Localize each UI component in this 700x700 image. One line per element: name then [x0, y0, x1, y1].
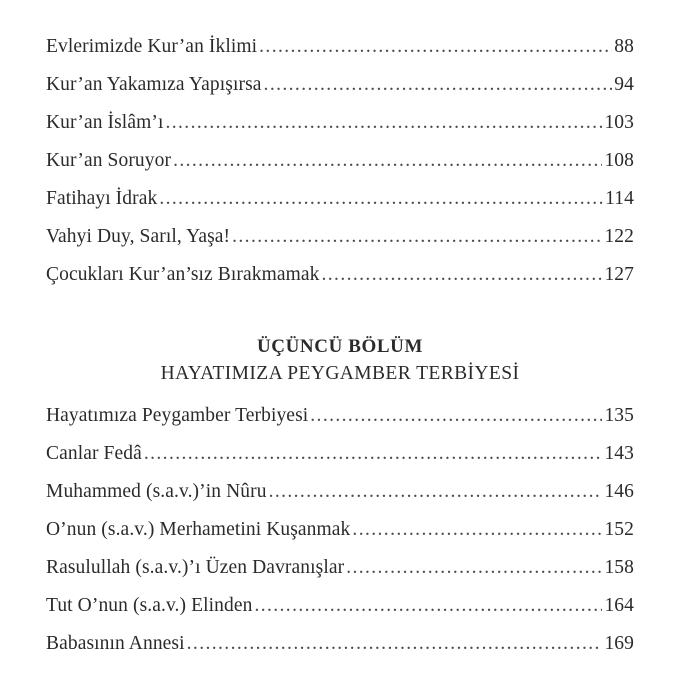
- toc-entry-page-number: 122: [604, 226, 634, 247]
- toc-entry: [46, 180, 634, 218]
- toc-entry-page-number: 158: [604, 557, 634, 578]
- toc-entry-title: Kur’an Soruyor: [46, 150, 172, 171]
- toc-entry-page-number: 114: [605, 188, 634, 209]
- toc-entry-title: Fatihayı İdrak: [46, 188, 158, 209]
- toc-entry-page-number: 146: [604, 481, 634, 502]
- toc-dot-leader: [259, 28, 612, 66]
- toc-dot-leader: [322, 256, 603, 294]
- toc-entry: [46, 435, 634, 473]
- toc-entry: [46, 256, 634, 294]
- toc-dot-leader: [269, 473, 603, 511]
- toc-dot-leader: [346, 549, 602, 587]
- toc-entry-title: Kur’an Yakamıza Yapışırsa: [46, 74, 262, 95]
- toc-dot-leader: [352, 511, 602, 549]
- toc-dot-leader: [310, 397, 602, 435]
- toc-entry: [46, 142, 634, 180]
- section-heading: [46, 334, 634, 388]
- toc-entry: [46, 587, 634, 625]
- toc-entry-page-number: 108: [604, 150, 634, 171]
- toc-dot-leader: [254, 587, 602, 625]
- toc-entry-title: Çocukları Kur’an’sız Bırakmamak: [46, 264, 320, 285]
- toc-entry-page-number: 88: [614, 36, 634, 57]
- toc-entry: [46, 511, 634, 549]
- toc-dot-leader: [144, 435, 603, 473]
- toc-entry-title: Canlar Fedâ: [46, 443, 142, 464]
- toc-entry: [46, 625, 634, 663]
- section-title: HAYATIMIZA PEYGAMBER TERBİYESİ: [160, 363, 520, 384]
- toc-entry-page-number: 135: [604, 405, 634, 426]
- toc-entry: [46, 66, 634, 104]
- toc-entry-title: Babasının Annesi: [46, 633, 185, 654]
- table-of-contents-page: [46, 0, 634, 700]
- section-label: ÜÇÜNCÜ BÖLÜM: [256, 336, 424, 357]
- toc-entry: [46, 28, 634, 66]
- toc-entry-title: Hayatımıza Peygamber Terbiyesi: [46, 405, 309, 426]
- toc-entry-title: Vahyi Duy, Sarıl, Yaşa!: [46, 226, 231, 247]
- toc-list-part-3: [46, 397, 634, 663]
- toc-entry: [46, 549, 634, 587]
- toc-entry-title: Tut O’nun (s.a.v.) Elinden: [46, 595, 253, 616]
- toc-entry-page-number: 94: [614, 74, 634, 95]
- toc-list-part-1: [46, 28, 634, 294]
- toc-dot-leader: [187, 625, 603, 663]
- toc-entry-title: O’nun (s.a.v.) Merhametini Kuşanmak: [46, 519, 351, 540]
- toc-entry-page-number: 169: [604, 633, 634, 654]
- toc-entry-page-number: 143: [604, 443, 634, 464]
- toc-entry-page-number: 103: [604, 112, 634, 133]
- toc-dot-leader: [165, 104, 602, 142]
- toc-entry-page-number: 164: [604, 595, 634, 616]
- toc-entry-title: Muhammed (s.a.v.)’in Nûru: [46, 481, 267, 502]
- toc-entry: [46, 397, 634, 435]
- toc-entry-title: Evlerimizde Kur’an İklimi: [46, 36, 258, 57]
- toc-entry-title: Kur’an İslâm’ı: [46, 112, 164, 133]
- toc-entry-page-number: 152: [604, 519, 634, 540]
- toc-entry: [46, 473, 634, 511]
- toc-entry: [46, 104, 634, 142]
- toc-entry: [46, 218, 634, 256]
- toc-dot-leader: [159, 180, 603, 218]
- toc-dot-leader: [173, 142, 602, 180]
- toc-dot-leader: [264, 66, 613, 104]
- toc-dot-leader: [232, 218, 602, 256]
- toc-entry-title: Rasulullah (s.a.v.)’ı Üzen Davranışlar: [46, 557, 345, 578]
- toc-entry-page-number: 127: [604, 264, 634, 285]
